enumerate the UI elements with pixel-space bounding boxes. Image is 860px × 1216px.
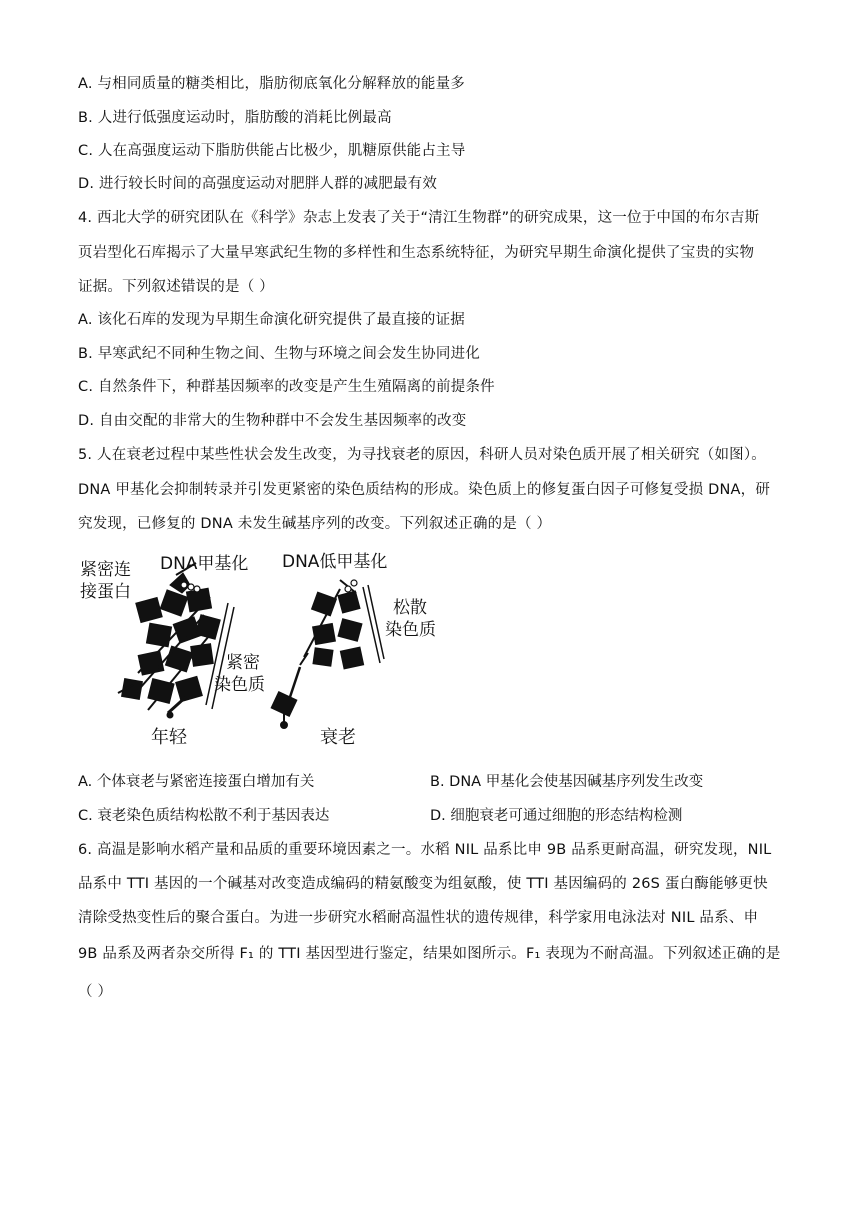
label-dna-methylation: DNA甲基化 [160, 554, 249, 574]
q6-stem-line-1: 6. 高温是影响水稻产量和品质的重要环境因素之一。水稻 NIL 品系比申 9B 品系更耐高温，研究发现，NIL [78, 842, 772, 858]
label-loose-chromatin-1: 松散 [393, 598, 427, 618]
q6-stem-line-5: （ ） [78, 984, 113, 1000]
q4-stem-line-2: 页岩型化石库揭示了大量早寒武纪生物的多样性和生态系统特征，为研究早期生命演化提供了宝贵的实物 [78, 245, 755, 261]
q3-option-a: A. 与相同质量的糖类相比，脂肪彻底氧化分解释放的能量多 [78, 76, 465, 92]
q5-stem-line-3: 究发现，已修复的 DNA 未发生碱基序列的改变。下列叙述正确的是（ ） [78, 516, 552, 532]
label-tight-chromatin-1: 紧密 [226, 653, 260, 673]
label-loose-chromatin-2: 染色质 [385, 620, 436, 640]
q5-stem-line-2: DNA 甲基化会抑制转录并引发更紧密的染色质结构的形成。染色质上的修复蛋白因子可修复受损 DNA，研 [78, 482, 771, 498]
chromatin-figure [78, 545, 468, 755]
q6-stem-line-4: 9B 品系及两者杂交所得 F₁ 的 TTI 基因型进行鉴定，结果如图所示。F₁ 表现为不耐高温。下列叙述正确的是 [78, 946, 781, 962]
q3-option-b: B. 人进行低强度运动时，脂肪酸的消耗比例最高 [78, 110, 392, 126]
q5-option-a: A. 个体衰老与紧密连接蛋白增加有关 [78, 774, 315, 790]
q4-option-b: B. 早寒武纪不同种生物之间、生物与环境之间会发生协同进化 [78, 346, 480, 362]
q5-option-c: C. 衰老染色质结构松散不利于基因表达 [78, 808, 330, 824]
q4-option-d: D. 自由交配的非常大的生物种群中不会发生基因频率的改变 [78, 413, 467, 429]
label-young: 年轻 [151, 727, 187, 748]
q5-option-b: B. DNA 甲基化会使基因碱基序列发生改变 [430, 774, 704, 790]
young-chromatin [118, 563, 220, 718]
label-tight-protein-1: 紧密连 [80, 560, 131, 580]
q4-option-a: A. 该化石库的发现为早期生命演化研究提供了最直接的证据 [78, 312, 465, 328]
q4-stem-line-3: 证据。下列叙述错误的是（ ） [78, 279, 274, 295]
q4-option-c: C. 自然条件下，种群基因频率的改变是产生生殖隔离的前提条件 [78, 379, 495, 395]
q6-stem-line-2: 品系中 TTI 基因的一个碱基对改变造成编码的精氨酸变为组氨酸，使 TTI 基因编码的 26S 蛋白酶能够更快 [78, 876, 768, 892]
old-chromatin [271, 580, 364, 729]
q4-stem-line-1: 4. 西北大学的研究团队在《科学》杂志上发表了关于“清江生物群”的研究成果，这一位于中国的布尔吉斯 [78, 210, 760, 226]
label-old: 衰老 [320, 727, 356, 748]
label-tight-protein-2: 接蛋白 [80, 582, 131, 602]
old-methylation-marks [345, 580, 357, 592]
label-dna-low-methylation: DNA低甲基化 [282, 552, 388, 572]
chromatin-diagram [78, 545, 468, 755]
label-tight-chromatin-2: 染色质 [214, 675, 265, 695]
q5-option-d: D. 细胞衰老可通过细胞的形态结构检测 [430, 808, 683, 824]
q5-stem-line-1: 5. 人在衰老过程中某些性状会发生改变，为寻找衰老的原因，科研人员对染色质开展了相关研究（如图）。 [78, 447, 766, 463]
q6-stem-line-3: 清除受热变性后的聚合蛋白。为进一步研究水稻耐高温性状的遗传规律，科学家用电泳法对 NIL 品系、申 [78, 910, 759, 926]
q3-option-d: D. 进行较长时间的高强度运动对肥胖人群的减肥最有效 [78, 176, 438, 192]
q3-option-c: C. 人在高强度运动下脂肪供能占比极少，肌糖原供能占主导 [78, 143, 466, 159]
